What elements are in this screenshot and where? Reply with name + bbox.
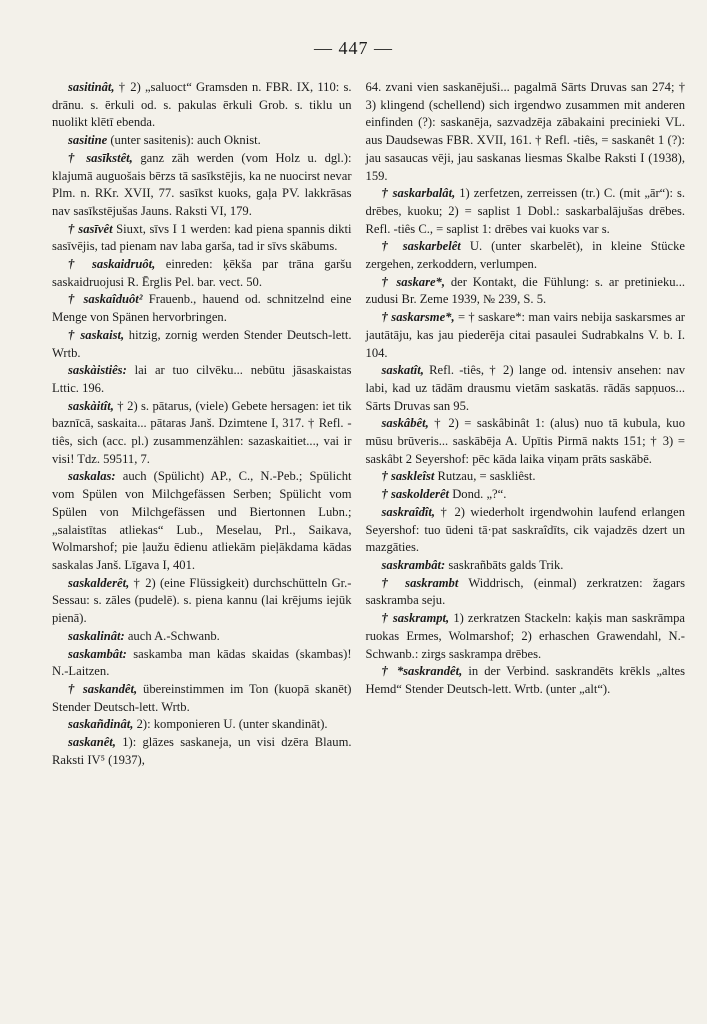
- entry-definition: 1) zerkratzen Stackeln: kaķis man saskrāmpa ruokas Ermes, Wolmarshof; 2) erhaschen Grawendahl, N.-Schwanb.: zirgs saskrampa drēbes.: [365, 611, 686, 661]
- dictionary-entry: [52, 150, 352, 221]
- entry-definition: Rutzau, = saskliêst.: [437, 469, 536, 484]
- dictionary-entry: [366, 610, 685, 663]
- entry-definition: Widdrisch, (einmal) zerkratzen: žagars saskramba seju.: [365, 575, 685, 608]
- entry-definition: in der Verbind. saskrandēts krēkls „altes Hemd“ Stender Deutsch-lett. Wrtb. (unter „alt“).: [365, 664, 685, 696]
- right-column: [366, 79, 685, 769]
- entry-definition: auch (Spülicht) AP., C., N.-Peb.; Spülicht vom Spülen von Milchgefässen Serben; Spülicht vom Spülen von Milchgefässen und Biertonnen Lubn.; „salaistītas atliekas“ Lub., Meselau, Prl., Saikava, Wolmarshof; pie ļaužu ēdienu atliekām pieļākdama kādas saskalas Janš. Līgava I, 401.: [52, 469, 352, 572]
- dictionary-entry: [366, 468, 685, 486]
- entry-definition: 1) zerfetzen, zerreissen (tr.) C. (mit „ār“): s. drēbes, kuoku; 2) = saplist 1 Dobl.: saskarbalājušas drēbes. Refl. -tiês C., = saplist 1: drēbes vai kuoks var s.: [365, 186, 685, 236]
- entry-headword: † *saskrandêt,: [381, 664, 463, 679]
- entry-headword: saskalas:: [68, 469, 116, 484]
- entry-definition: = † saskare*: man vairs nebija saskarsmes ar jautātāju, kas jau piederēja citai pasaulei Sudrabkalns V. b. I. 104.: [365, 310, 685, 360]
- entry-headword: saskatît,: [381, 363, 424, 378]
- dictionary-entry: [366, 575, 685, 610]
- entry-headword: † sasīvêt: [68, 221, 113, 236]
- entry-headword: † saskare*,: [381, 274, 445, 289]
- entry-definition: übereinstimmen im Ton (kuopā skanēt) Stender Deutsch-lett. Wrtb.: [52, 681, 352, 714]
- dictionary-entry: [52, 362, 352, 397]
- dictionary-entry: [366, 274, 685, 309]
- entry-headword: saskalderêt,: [68, 575, 130, 590]
- dictionary-entry: [366, 185, 685, 238]
- entry-headword: † saskarbalât,: [381, 186, 456, 201]
- entry-headword: † saskaidruôt,: [68, 257, 156, 272]
- entry-headword: saskanêt,: [68, 735, 116, 750]
- entry-headword: saskâbêt,: [381, 416, 429, 431]
- dictionary-entry: [52, 734, 352, 769]
- entry-definition: ganz zäh werden (vom Holz u. dgl.): klajumā auguošais bērzs tā sasīkstējis, ka ne nuocirst nevar Plm. n. RKr. XVII, 77. sasīkst kuoks, gaļa PV. lakkrāsas nav sasīkstējušas Jauns. Raksti VI, 179.: [52, 150, 352, 218]
- dictionary-entry: [52, 468, 352, 574]
- entry-definition: 1): glāzes saskaneja, un visi dzēra Blaum. Raksti IV⁵ (1937),: [52, 735, 352, 767]
- entry-definition: der Kontakt, die Fühlung: s. ar pretinieku... zudusi Br. Zeme 1939, № 239, S. 5.: [365, 274, 685, 307]
- dictionary-entry: [52, 575, 352, 628]
- dictionary-entry: [366, 415, 685, 468]
- entry-headword: saskambât:: [68, 646, 127, 661]
- dictionary-entry: [366, 557, 685, 575]
- dictionary-entry: [52, 221, 352, 256]
- dictionary-entry: [366, 504, 685, 557]
- page-number: — 447 —: [314, 38, 393, 58]
- dictionary-entry: [52, 291, 352, 326]
- entry-definition: Dond. „?“.: [452, 487, 507, 502]
- entry-headword: sasitinât,: [68, 80, 115, 94]
- entry-definition: Frauenb., hauend od. schnitzelnd eine Menge von Spänen hervorbringen.: [52, 292, 352, 325]
- entry-headword: saskalinât:: [68, 628, 125, 643]
- entry-headword: † saskarbelêt: [381, 239, 461, 254]
- entry-definition: saskrañbāts galds Trik.: [448, 557, 564, 572]
- entry-definition: auch A.-Schwanb.: [127, 628, 220, 643]
- entry-definition: † 2) (eine Flüssigkeit) durchschütteln Gr.-Sessau: s. zāles (pudelē). s. piena kannu (lai krējums iejūk pienā).: [52, 575, 352, 626]
- dictionary-entry: [52, 628, 352, 646]
- entry-definition: saskamba man kādas skaidas (skambas)! N.-Laitzen.: [52, 646, 352, 679]
- entry-definition: hitzig, zornig werden Stender Deutsch-lett. Wrtb.: [52, 327, 352, 360]
- entry-definition: † 2) wiederholt irgendwohin laufend erlangen Seyershof: tuo ūdeni tā·pat saskraîdīts, cik vajadzēs dzert un mazgāties.: [365, 504, 685, 555]
- dictionary-entry: [52, 327, 352, 362]
- entry-headword: † sasīkstêt,: [68, 150, 133, 165]
- dictionary-entry: [52, 132, 352, 150]
- dictionary-entry: [366, 79, 685, 185]
- entry-headword: saskàistiês:: [68, 363, 127, 378]
- dictionary-entry: [52, 256, 352, 291]
- entry-definition: U. (unter skarbelēt), in kleine Stücke zergehen, zerkoddern, verlumpen.: [365, 239, 685, 272]
- entry-definition: Siuxt, sīvs I 1 werden: kad piena spannis dikti sasīvējis, tad pienam nav laba garša, tad ir sīvs skābums.: [52, 221, 352, 254]
- entry-headword: sasitine: [68, 133, 108, 148]
- entry-headword: † saskrambt: [381, 575, 459, 590]
- dictionary-entry: [366, 486, 685, 504]
- entry-definition: lai ar tuo cilvēku... nebūtu jāsaskaistas Lttic. 196.: [52, 363, 352, 395]
- entry-headword: † saskaîduôt²: [68, 292, 143, 307]
- dictionary-entry: [52, 681, 352, 716]
- entry-headword: saskrambât:: [381, 557, 446, 572]
- entry-definition: 2): komponieren U. (unter skandināt).: [136, 717, 328, 732]
- entry-definition: Refl. -tiês, † 2) lange od. intensiv ansehen: nav labi, kad uz tādām drausmu vietām saskatās. rādās sapņuos... Sārts Druvas san 95.: [365, 363, 685, 413]
- entry-headword: † saskandêt,: [68, 681, 138, 696]
- dictionary-entry: [366, 663, 685, 698]
- dictionary-entry: [52, 716, 352, 734]
- entry-headword: † saskarsme*,: [381, 310, 455, 325]
- dictionary-entry: [52, 398, 352, 469]
- left-column: [52, 79, 352, 769]
- entry-headword: † saskaist,: [68, 327, 125, 342]
- dictionary-entry: [366, 362, 685, 415]
- dictionary-entry: [366, 238, 685, 273]
- entry-definition: † 2) s. pātarus, (viele) Gebete hersagen: iet tik baznīcā, saskaita... pātaras Janš. Dzimtene I, 317. † Refl. -tiês, sich (acc. pl.) zusammenzählen: sazaskaitiet..., vai ir visi! Tdz. 59511, 7.: [52, 398, 352, 466]
- entry-headword: saskañdinât,: [68, 717, 134, 732]
- entry-definition: † 2) = saskâbinât 1: (alus) nuo tā kubula, kuo mūsu brūveris... saskābēja A. Upītis Pirmā nakts 151; † 3) = saskâbt 2 Seyershof: pēc kāda laika viņam prāts saskābē.: [365, 416, 685, 466]
- entry-headword: saskraîdît,: [381, 504, 436, 519]
- entry-definition: einreden: ķēkša par trāna garšu saskaidruojusi R. Ērglis Pel. bar. vect. 50.: [52, 257, 352, 289]
- dictionary-entry: [52, 79, 352, 132]
- entry-headword: † saskrampt,: [381, 611, 450, 626]
- entry-headword: saskàitît,: [68, 398, 114, 413]
- entry-definition: † 2) „saluoct“ Gramsden n. FBR. IX, 110: s. drānu. s. ērkuli od. s. pakulas ērkuli Grob. s. tiklu un nuolikt klētī ebenda.: [52, 80, 352, 130]
- dictionary-entry: [366, 309, 685, 362]
- two-column-body: [52, 79, 685, 769]
- entry-definition: (unter sasitenis): auch Oknist.: [110, 133, 261, 148]
- entry-definition: 64. zvani vien saskanējuši... pagalmā Sārts Druvas san 274; † 3) klingend (schellend) sich irgendwo zusammen mit anderen einfinden (?): saskanēja, sazvadzēja zābakaini precinieki VL. aus Daudsewas FBR. XVII, 161. † Refl. -tiês, = saskanêt 1 (?): jau sasaucas vēji, jau saskanas liesmas Skalbe Raksti I (1938), 159.: [365, 80, 685, 183]
- entry-headword: † saskleîst: [381, 469, 435, 484]
- entry-headword: † saskolderêt: [381, 487, 450, 502]
- dictionary-entry: [52, 646, 352, 681]
